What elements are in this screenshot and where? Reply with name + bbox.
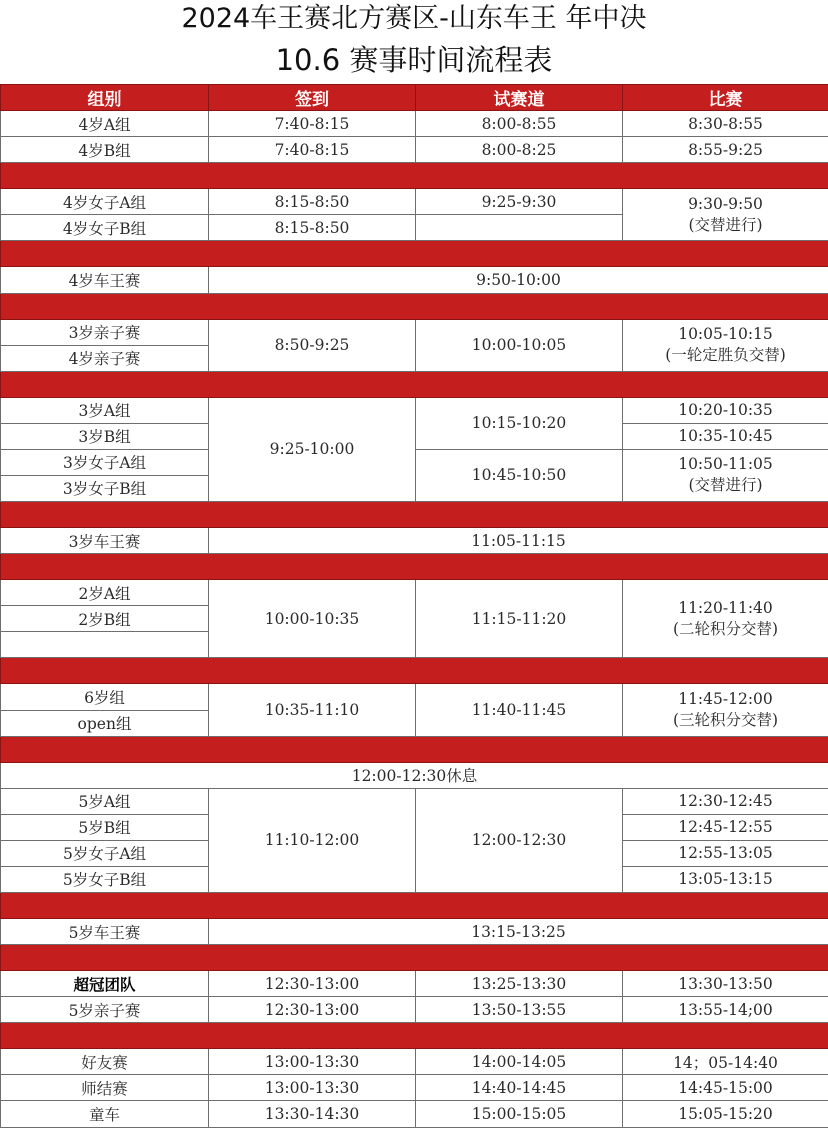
separator-row <box>1 658 828 684</box>
race-cell: 13:30-13:50 <box>623 971 828 997</box>
schedule-table <box>0 84 828 1128</box>
separator-bar <box>1 554 828 580</box>
trial-cell: 10:00-10:05 <box>416 319 623 371</box>
group-cell: 3岁女子A组 <box>1 449 209 475</box>
table-row <box>1 919 828 945</box>
group-cell: 6岁组 <box>1 684 209 710</box>
table-row <box>1 971 828 997</box>
group-cell: 5岁女子A组 <box>1 840 209 866</box>
group-cell: 3岁女子B组 <box>1 475 209 501</box>
race-cell: 12:45-12:55 <box>623 814 828 840</box>
checkin-cell: 10:00-10:35 <box>209 580 416 658</box>
group-cell: 4岁亲子赛 <box>1 345 209 371</box>
separator-row <box>1 241 828 267</box>
separator-row <box>1 945 828 971</box>
race-cell: 10:20-10:35 <box>623 397 828 423</box>
race-note: (交替进行) <box>688 476 763 495</box>
separator-bar <box>1 371 828 397</box>
race-cell <box>623 449 828 501</box>
trial-cell: 10:15-10:20 <box>416 397 623 449</box>
separator-bar <box>1 163 828 189</box>
separator-bar <box>1 892 828 918</box>
checkin-cell: 8:15-8:50 <box>209 215 416 241</box>
table-row <box>1 788 828 814</box>
table-row <box>1 580 828 606</box>
separator-row <box>1 371 828 397</box>
merged-time-cell: 9:50-10:00 <box>209 267 828 293</box>
race-cell <box>623 189 828 241</box>
group-cell: open组 <box>1 710 209 736</box>
checkin-cell: 8:15-8:50 <box>209 189 416 215</box>
separator-bar <box>1 502 828 528</box>
separator-bar <box>1 1023 828 1049</box>
race-cell: 13:05-13:15 <box>623 866 828 892</box>
race-time: 11:20-11:40 <box>678 598 773 617</box>
table-row <box>1 528 828 554</box>
table-row <box>1 189 828 215</box>
separator-bar <box>1 658 828 684</box>
table-row <box>1 137 828 163</box>
race-cell: 13:55-14;00 <box>623 997 828 1023</box>
group-cell: 2岁A组 <box>1 580 209 606</box>
race-cell <box>623 319 828 371</box>
trial-cell: 12:00-12:30 <box>416 788 623 892</box>
table-row <box>1 1101 828 1128</box>
table-row <box>1 997 828 1023</box>
checkin-cell: 13:00-13:30 <box>209 1075 416 1101</box>
race-cell <box>623 684 828 736</box>
trial-cell: 13:25-13:30 <box>416 971 623 997</box>
group-cell: 3岁车王赛 <box>1 528 209 554</box>
checkin-cell: 8:50-9:25 <box>209 319 416 371</box>
header-race: 比赛 <box>623 85 828 111</box>
group-cell: 师结赛 <box>1 1075 209 1101</box>
race-cell: 14；05-14:40 <box>623 1049 828 1075</box>
title-line-2: 10.6 赛事时间流程表 <box>275 43 553 77</box>
table-row <box>1 267 828 293</box>
group-cell: 超冠团队 <box>1 971 209 997</box>
separator-bar <box>1 241 828 267</box>
group-cell: 5岁女子B组 <box>1 866 209 892</box>
separator-row <box>1 1023 828 1049</box>
trial-cell: 15:00-15:05 <box>416 1101 623 1128</box>
race-time: 10:05-10:15 <box>678 325 773 344</box>
header-checkin: 签到 <box>209 85 416 111</box>
table-row <box>1 111 828 137</box>
trial-cell: 10:45-10:50 <box>416 449 623 501</box>
separator-row <box>1 293 828 319</box>
trial-cell-empty <box>416 215 623 241</box>
checkin-cell: 7:40-8:15 <box>209 111 416 137</box>
group-cell: 5岁B组 <box>1 814 209 840</box>
table-row <box>1 319 828 345</box>
trial-cell: 9:25-9:30 <box>416 189 623 215</box>
race-cell: 10:35-10:45 <box>623 423 828 449</box>
table-header-row <box>1 85 828 111</box>
checkin-cell: 10:35-11:10 <box>209 684 416 736</box>
group-cell: 4岁女子B组 <box>1 215 209 241</box>
separator-row <box>1 554 828 580</box>
break-cell: 12:00-12:30休息 <box>1 762 828 788</box>
table-row <box>1 1049 828 1075</box>
header-trial: 试赛道 <box>416 85 623 111</box>
header-group: 组别 <box>1 85 209 111</box>
race-cell: 12:30-12:45 <box>623 788 828 814</box>
group-cell: 好友赛 <box>1 1049 209 1075</box>
race-cell: 12:55-13:05 <box>623 840 828 866</box>
group-cell: 3岁B组 <box>1 423 209 449</box>
race-cell: 14:45-15:00 <box>623 1075 828 1101</box>
title-line-1: 2024车王赛北方赛区-山东车王 年中决 <box>181 3 647 34</box>
race-note: (交替进行) <box>688 215 763 234</box>
trial-cell: 11:40-11:45 <box>416 684 623 736</box>
group-cell: 4岁女子A组 <box>1 189 209 215</box>
group-cell: 4岁B组 <box>1 137 209 163</box>
merged-time-cell: 13:15-13:25 <box>209 919 828 945</box>
trial-cell: 8:00-8:25 <box>416 137 623 163</box>
race-cell <box>623 580 828 658</box>
table-row <box>1 684 828 710</box>
trial-cell: 8:00-8:55 <box>416 111 623 137</box>
separator-row <box>1 502 828 528</box>
separator-bar <box>1 293 828 319</box>
group-cell: 童车 <box>1 1101 209 1128</box>
checkin-cell: 13:30-14:30 <box>209 1101 416 1128</box>
group-cell: 3岁A组 <box>1 397 209 423</box>
trial-cell: 11:15-11:20 <box>416 580 623 658</box>
checkin-cell: 13:00-13:30 <box>209 1049 416 1075</box>
race-cell: 8:55-9:25 <box>623 137 828 163</box>
separator-row <box>1 892 828 918</box>
group-cell: 4岁A组 <box>1 111 209 137</box>
separator-bar <box>1 736 828 762</box>
table-row <box>1 1075 828 1101</box>
separator-row <box>1 163 828 189</box>
checkin-cell: 9:25-10:00 <box>209 397 416 501</box>
group-cell: 4岁车王赛 <box>1 267 209 293</box>
race-cell: 8:30-8:55 <box>623 111 828 137</box>
group-cell: 2岁B组 <box>1 606 209 632</box>
table-row <box>1 397 828 423</box>
table-row <box>1 762 828 788</box>
race-time: 11:45-12:00 <box>678 690 773 708</box>
group-cell: 3岁亲子赛 <box>1 319 209 345</box>
race-cell: 15:05-15:20 <box>623 1101 828 1128</box>
checkin-cell: 12:30-13:00 <box>209 971 416 997</box>
race-note: (二轮积分交替) <box>672 619 779 638</box>
merged-time-cell: 11:05-11:15 <box>209 528 828 554</box>
group-cell-empty <box>1 632 209 658</box>
race-time: 9:30-9:50 <box>688 194 763 213</box>
trial-cell: 14:00-14:05 <box>416 1049 623 1075</box>
race-note: (一轮定胜负交替) <box>665 346 786 365</box>
checkin-cell: 11:10-12:00 <box>209 788 416 892</box>
group-cell: 5岁A组 <box>1 788 209 814</box>
checkin-cell: 12:30-13:00 <box>209 997 416 1023</box>
separator-row <box>1 736 828 762</box>
race-time: 10:50-11:05 <box>678 455 773 474</box>
race-note: (三轮积分交替) <box>672 711 779 729</box>
group-cell: 5岁车王赛 <box>1 919 209 945</box>
trial-cell: 13:50-13:55 <box>416 997 623 1023</box>
checkin-cell: 7:40-8:15 <box>209 137 416 163</box>
trial-cell: 14:40-14:45 <box>416 1075 623 1101</box>
group-cell: 5岁亲子赛 <box>1 997 209 1023</box>
separator-bar <box>1 945 828 971</box>
